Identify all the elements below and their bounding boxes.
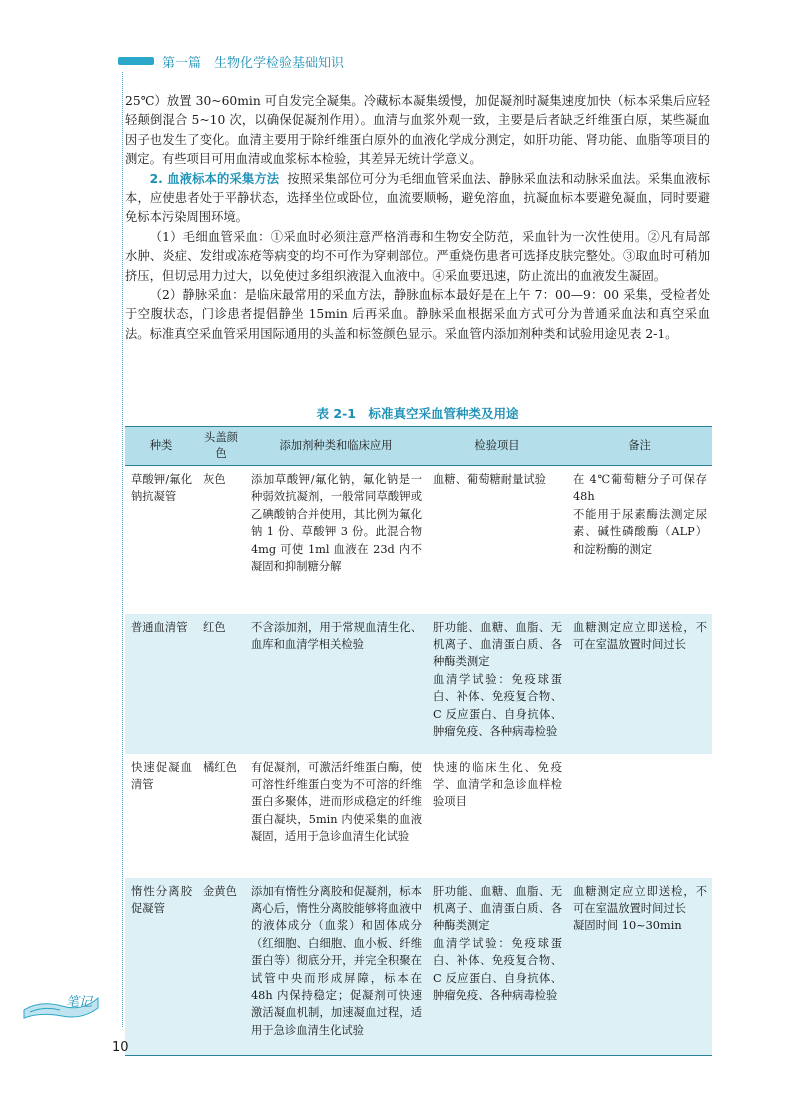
cell-additive: 添加有惰性分离胶和促凝剂，标本离心后，惰性分离胶能够将血液中的液体成分（血浆）和固体成分（红细胞、白细胞、血小板、纤维蛋白等）彻底分开，并完全积聚在试管中央而形成屏障，标本在 48h 内保持稳定；促凝剂可快速激活凝血机制，加速凝血过程，适用于急诊血清生化试验 bbox=[245, 878, 427, 1056]
test-line: 快速的临床生化、免疫学、血清学和急诊血样检验项目 bbox=[433, 760, 562, 809]
test-line: 肝功能、血糖、血脂、无机离子、血清蛋白质、各种酶类测定 bbox=[433, 620, 562, 669]
table-row bbox=[125, 878, 712, 1056]
table-row bbox=[125, 614, 712, 754]
cell-tests bbox=[427, 614, 567, 754]
cell-tests bbox=[427, 878, 567, 1056]
notes-icon bbox=[22, 986, 100, 1020]
paragraph-2-text: 按照采集部位可分为毛细血管采血法、静脉采血法和动脉采血法。采集血液标本，应使患者处于平静状态，选择坐位或卧位，血流要顺畅，避免溶血，抗凝血标本要避免凝血，同时要避免标本污染周围环境。 bbox=[125, 171, 710, 225]
note-line: 不能用于尿素酶法测定尿素、碱性磷酸酶（ALP）和淀粉酶的测定 bbox=[573, 507, 707, 556]
margin-dotted-line bbox=[122, 72, 123, 1027]
header-cell-type: 种类 bbox=[125, 427, 197, 466]
notes-label: 笔记 bbox=[66, 995, 93, 1010]
header-accent-bar bbox=[118, 57, 154, 65]
paragraph-4: （2）静脉采血：是临床最常用的采血方法，静脉血标本最好是在上午 7：00—9：00 采集，受检者处于空腹状态，门诊患者提倡静坐 15min 后再采血。静脉采血根据采血方式可分为普通采血法和真空采血法。标准真空采血管采用国际通用的头盖和标签颜色显示。采血管内添加剂种类和试验用途见表 2-1。 bbox=[125, 288, 710, 341]
body-text bbox=[125, 92, 710, 344]
section-title: 2. 血液标本的采集方法 bbox=[149, 171, 280, 186]
paragraph-2 bbox=[125, 170, 710, 228]
cell-color: 灰色 bbox=[197, 466, 245, 614]
paragraph-1: 25℃）放置 30~60min 可自发完全凝集。冷藏标本凝集缓慢，加促凝剂时凝集速度加快（标本采集后应轻轻颠倒混合 5~10 次，以确保促凝剂作用）。血清与血浆外观一致，主要是后者缺乏纤维蛋白原，某些凝血因子也发生了变化。血清主要用于除纤维蛋白原外的血液化学成分测定，如肝功能、肾功能、血脂等项目的测定。有些项目可用血清或血浆标本检验，其差异无统计学意义。 bbox=[125, 94, 710, 167]
cell-type: 惰性分离胶促凝管 bbox=[125, 878, 197, 1056]
table-container bbox=[125, 426, 712, 1056]
cell-notes bbox=[567, 878, 712, 1056]
test-line: 血糖、葡萄糖耐量试验 bbox=[433, 473, 546, 486]
cell-additive: 有促凝剂，可激活纤维蛋白酶，使可溶性纤维蛋白变为不可溶的纤维蛋白多聚体，进而形成稳定的纤维蛋白凝块，5min 内使采集的血液凝固，适用于急诊血清生化试验 bbox=[245, 754, 427, 878]
note-line: 在 4℃葡萄糖分子可保存 48h bbox=[573, 473, 707, 504]
cell-tests bbox=[427, 754, 567, 878]
page-number: 10 bbox=[112, 1040, 129, 1055]
table-caption: 表 2-1 标准真空采血管种类及用途 bbox=[316, 406, 519, 421]
header-cell-tests: 检验项目 bbox=[427, 427, 567, 466]
cell-notes bbox=[567, 754, 712, 878]
cell-additive: 不含添加剂，用于常规血清生化、血库和血清学相关检验 bbox=[245, 614, 427, 754]
note-line: 凝固时间 10~30min bbox=[573, 919, 682, 933]
test-line: 血清学试验：免疫球蛋白、补体、免疫复合物、C 反应蛋白、自身抗体、肿瘤免疫、各种病毒检验 bbox=[433, 672, 562, 738]
table-header-row bbox=[125, 427, 712, 466]
cell-type: 普通血清管 bbox=[125, 614, 197, 754]
note-line: 血糖测定应立即送检，不可在室温放置时间过长 bbox=[573, 884, 707, 915]
running-header bbox=[118, 52, 718, 72]
cell-color: 橘红色 bbox=[197, 754, 245, 878]
note-line: 血糖测定应立即送检，不可在室温放置时间过长 bbox=[573, 620, 707, 651]
cell-tests bbox=[427, 466, 567, 614]
header-title: 第一篇 生物化学检验基础知识 bbox=[162, 56, 345, 71]
tube-table bbox=[125, 426, 712, 1056]
table-row bbox=[125, 466, 712, 614]
test-line: 血清学试验：免疫球蛋白、补体、免疫复合物、C 反应蛋白、自身抗体、肿瘤免疫、各种病毒检验 bbox=[433, 936, 562, 1002]
cell-notes bbox=[567, 466, 712, 614]
cell-type: 草酸钾/氟化钠抗凝管 bbox=[125, 466, 197, 614]
cell-type: 快速促凝血清管 bbox=[125, 754, 197, 878]
cell-notes bbox=[567, 614, 712, 754]
paragraph-3: （1）毛细血管采血：①采血时必须注意严格消毒和生物安全防范，采血针为一次性使用。②凡有局部水肿、炎症、发绀或冻疮等病变的均不可作为穿刺部位。严重烧伤患者可选择皮肤完整处。③取血时可稍加挤压，但切忌用力过大，以免使过多组织液混入血液中。④采血要迅速，防止流出的血液发生凝固。 bbox=[125, 229, 710, 283]
header-cell-color: 头盖颜色 bbox=[197, 427, 245, 466]
cell-color: 金黄色 bbox=[197, 878, 245, 1056]
table-row bbox=[125, 754, 712, 878]
header-cell-notes: 备注 bbox=[567, 427, 712, 466]
header-cell-additive: 添加剂种类和临床应用 bbox=[245, 427, 427, 466]
cell-color: 红色 bbox=[197, 614, 245, 754]
test-line: 肝功能、血糖、血脂、无机离子、血清蛋白质、各种酶类测定 bbox=[433, 884, 562, 933]
cell-additive: 添加草酸钾/氟化钠，氟化钠是一种弱效抗凝剂，一般常同草酸钾或乙碘酸钠合并使用，其比例为氟化钠 1 份、草酸钾 3 份。此混合物 4mg 可使 1ml 血液在 23d 内不凝固和抑制糖分解 bbox=[245, 466, 427, 614]
